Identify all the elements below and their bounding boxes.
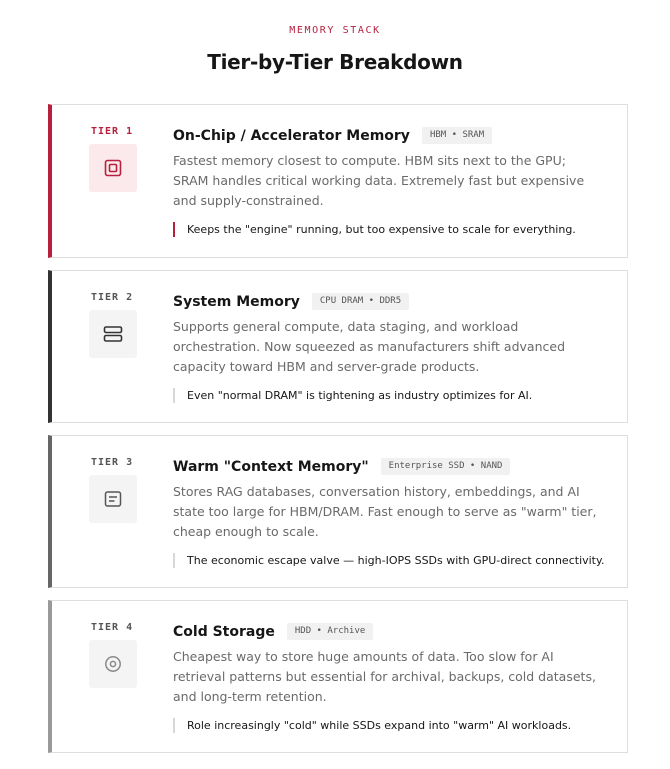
tier-tag: HDD • Archive xyxy=(287,623,373,640)
tier-card-4 xyxy=(48,600,628,753)
tier-description: Stores RAG databases, conversation history, embeddings, and AI state too large for HBM/DRAM. Fast enough to serve as "warm" tier, cheap enough to scale. xyxy=(173,484,597,539)
tier-note: Even "normal DRAM" is tightening as industry optimizes for AI. xyxy=(173,388,532,403)
tier-card-3 xyxy=(48,435,628,588)
section-eyebrow: MEMORY STACK xyxy=(289,25,381,36)
disk-icon xyxy=(89,640,137,688)
document-icon xyxy=(89,475,137,523)
chip-icon xyxy=(89,144,137,192)
tier-label: TIER 1 xyxy=(91,126,134,137)
tier-label: TIER 2 xyxy=(91,292,134,303)
tier-name: System Memory xyxy=(173,293,300,310)
tier-card-1 xyxy=(48,104,628,258)
tier-note: Keeps the "engine" running, but too expensive to scale for everything. xyxy=(173,222,576,237)
page-title: Tier-by-Tier Breakdown xyxy=(207,50,463,74)
tier-note: The economic escape valve — high-IOPS SSDs with GPU-direct connectivity. xyxy=(173,553,604,568)
tier-description: Fastest memory closest to compute. HBM sits next to the GPU; SRAM handles critical working data. Extremely fast but expensive and supply-constrained. xyxy=(173,153,585,208)
tier-name: Cold Storage xyxy=(173,623,275,640)
tier-name: On-Chip / Accelerator Memory xyxy=(173,127,410,144)
server-icon xyxy=(89,310,137,358)
tier-label: TIER 4 xyxy=(91,622,134,633)
tier-card-2 xyxy=(48,270,628,423)
tier-tag: HBM • SRAM xyxy=(422,127,492,144)
tier-tag: Enterprise SSD • NAND xyxy=(381,458,511,475)
tier-name: Warm "Context Memory" xyxy=(173,458,369,475)
tier-description: Supports general compute, data staging, and workload orchestration. Now squeezed as manufacturers shift advanced capacity toward HBM and server-grade products. xyxy=(173,319,566,374)
tier-description: Cheapest way to store huge amounts of data. Too slow for AI retrieval patterns but essential for archival, backups, cold datasets, and long-term retention. xyxy=(173,649,596,704)
tier-tag: CPU DRAM • DDR5 xyxy=(312,293,409,310)
tier-note: Role increasingly "cold" while SSDs expand into "warm" AI workloads. xyxy=(173,718,571,733)
tier-label: TIER 3 xyxy=(91,457,134,468)
